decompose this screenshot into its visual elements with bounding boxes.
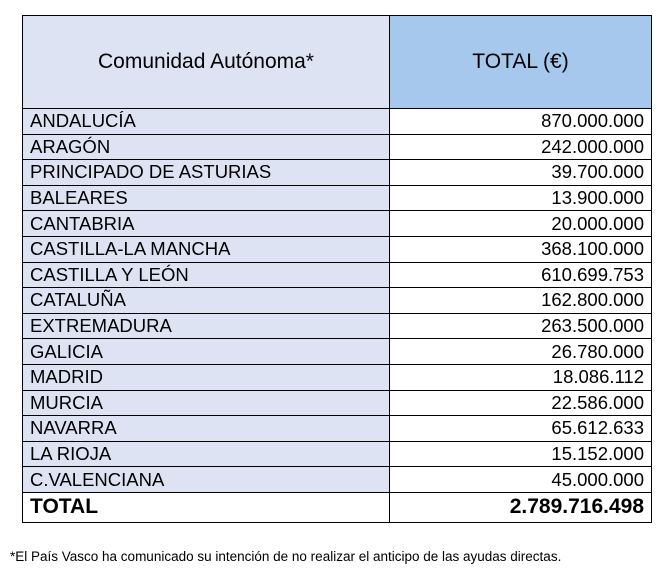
- total-row: [23, 492, 652, 522]
- amount-cell: 13.900.000: [390, 185, 652, 211]
- amount-cell: 45.000.000: [390, 467, 652, 493]
- amount-cell: 18.086.112: [390, 364, 652, 390]
- table-header-row: [23, 16, 652, 109]
- amount-cell: 39.700.000: [390, 160, 652, 186]
- region-cell: CASTILLA-LA MANCHA: [23, 236, 390, 262]
- amount-cell: 870.000.000: [390, 109, 652, 135]
- amount-cell: 368.100.000: [390, 236, 652, 262]
- region-cell: C.VALENCIANA: [23, 467, 390, 493]
- table-row: [23, 211, 652, 237]
- table-row: [23, 339, 652, 365]
- amount-cell: 20.000.000: [390, 211, 652, 237]
- funding-table-container: [22, 15, 651, 523]
- region-cell: CASTILLA Y LEÓN: [23, 262, 390, 288]
- amount-cell: 26.780.000: [390, 339, 652, 365]
- header-total: TOTAL (€): [390, 16, 652, 109]
- amount-cell: 162.800.000: [390, 288, 652, 314]
- header-region: Comunidad Autónoma*: [23, 16, 390, 109]
- table-row: [23, 313, 652, 339]
- table-row: [23, 390, 652, 416]
- region-cell: BALEARES: [23, 185, 390, 211]
- amount-cell: 610.699.753: [390, 262, 652, 288]
- total-value: 2.789.716.498: [390, 492, 652, 522]
- table-row: [23, 185, 652, 211]
- region-cell: EXTREMADURA: [23, 313, 390, 339]
- region-cell: GALICIA: [23, 339, 390, 365]
- amount-cell: 242.000.000: [390, 134, 652, 160]
- amount-cell: 22.586.000: [390, 390, 652, 416]
- region-cell: MADRID: [23, 364, 390, 390]
- table-row: [23, 160, 652, 186]
- amount-cell: 15.152.000: [390, 441, 652, 467]
- region-cell: NAVARRA: [23, 416, 390, 442]
- footnote: *El País Vasco ha comunicado su intención de no realizar el anticipo de las ayudas directas.: [10, 549, 562, 564]
- amount-cell: 65.612.633: [390, 416, 652, 442]
- table-row: [23, 416, 652, 442]
- table-row: [23, 441, 652, 467]
- region-cell: PRINCIPADO DE ASTURIAS: [23, 160, 390, 186]
- table-row: [23, 236, 652, 262]
- table-row: [23, 467, 652, 493]
- table-row: [23, 262, 652, 288]
- table-row: [23, 109, 652, 135]
- region-cell: MURCIA: [23, 390, 390, 416]
- total-label: TOTAL: [23, 492, 390, 522]
- table-row: [23, 288, 652, 314]
- region-cell: ANDALUCÍA: [23, 109, 390, 135]
- region-cell: LA RIOJA: [23, 441, 390, 467]
- table-row: [23, 364, 652, 390]
- table-row: [23, 134, 652, 160]
- funding-table: [22, 15, 652, 523]
- amount-cell: 263.500.000: [390, 313, 652, 339]
- region-cell: CATALUÑA: [23, 288, 390, 314]
- region-cell: ARAGÓN: [23, 134, 390, 160]
- region-cell: CANTABRIA: [23, 211, 390, 237]
